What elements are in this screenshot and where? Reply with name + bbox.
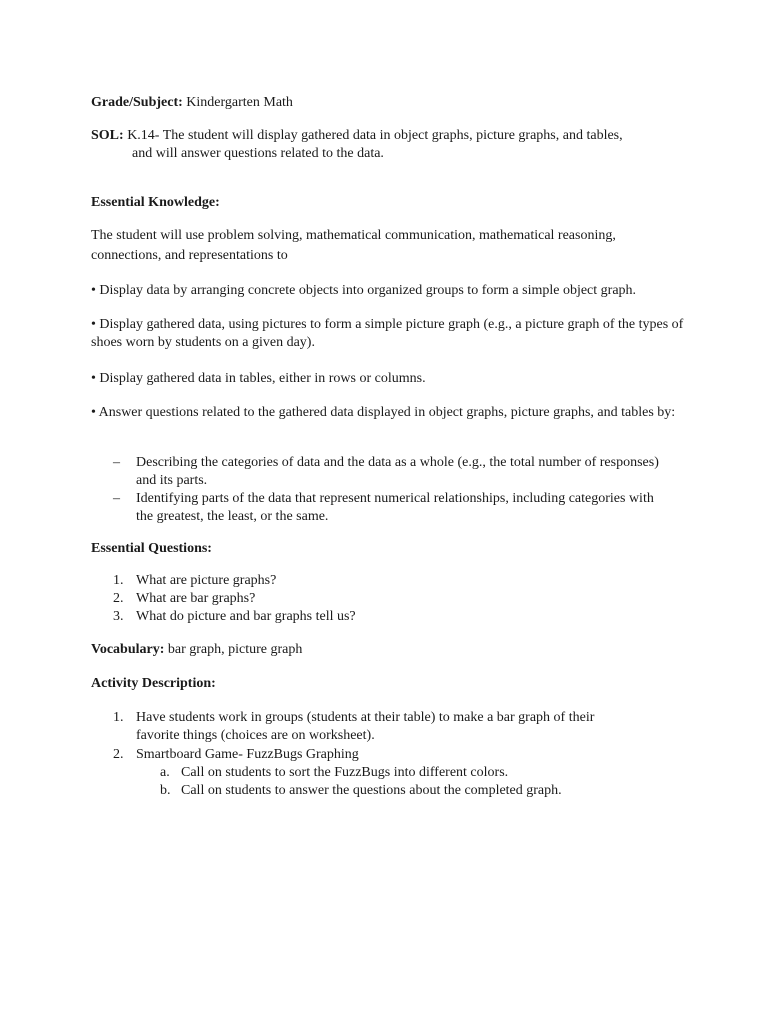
vocabulary-label: Vocabulary:: [91, 642, 165, 657]
sol-label: SOL:: [91, 128, 124, 143]
dash-item: [113, 490, 673, 526]
question-text: What are bar graphs?: [136, 591, 256, 606]
grade-subject-value: Kindergarten Math: [186, 95, 293, 110]
grade-subject-line: [91, 93, 691, 113]
knowledge-bullet: • Display gathered data, using pictures to form a simple picture graph (e.g., a picture graph of the types of shoes worn by students on a given day).: [91, 317, 684, 350]
dash-item: [113, 454, 673, 490]
subitem-letter: b.: [160, 783, 171, 798]
intro-line-1: The student will use problem solving, mathematical communication, mathematical reasoning,: [91, 228, 616, 243]
grade-subject-label: Grade/Subject:: [91, 95, 183, 110]
question-item: [113, 572, 673, 590]
question-text: What are picture graphs?: [136, 573, 277, 588]
essential-knowledge-intro: [91, 226, 691, 266]
question-number: 1.: [113, 573, 124, 588]
activity-subitem: [160, 782, 680, 800]
activity-subitem: [160, 764, 680, 782]
intro-line-2: connections, and representations to: [91, 248, 288, 263]
activity-number: 1.: [113, 710, 124, 725]
question-number: 3.: [113, 609, 124, 624]
knowledge-bullet: • Answer questions related to the gathered data displayed in object graphs, picture graphs, and tables by:: [91, 405, 676, 420]
dash-marker: –: [113, 491, 120, 506]
activity-number: 2.: [113, 747, 124, 762]
vocabulary-line: [91, 640, 691, 660]
sol-line-2: and will answer questions related to the data.: [132, 146, 384, 161]
question-item: [113, 590, 673, 608]
subitem-letter: a.: [160, 765, 170, 780]
question-text: What do picture and bar graphs tell us?: [136, 609, 356, 624]
essential-questions-heading: Essential Questions:: [91, 541, 212, 556]
activity-item: [113, 746, 673, 764]
dash-marker: –: [113, 455, 120, 470]
vocabulary-value: bar graph, picture graph: [167, 642, 303, 657]
activity-heading: Activity Description:: [91, 676, 216, 691]
activity-text: Smartboard Game- FuzzBugs Graphing: [136, 747, 359, 762]
dash-item-text: Identifying parts of the data that represent numerical relationships, including categories with the greatest, the least, or the same.: [136, 491, 654, 524]
sol-block: [91, 127, 691, 163]
knowledge-bullet: • Display gathered data in tables, either in rows or columns.: [91, 371, 426, 386]
activity-text: Have students work in groups (students at their table) to make a bar graph of their favorite things (choices are on worksheet).: [136, 710, 595, 743]
question-number: 2.: [113, 591, 124, 606]
activity-item: [113, 709, 633, 745]
essential-knowledge-heading: Essential Knowledge:: [91, 195, 220, 210]
subitem-text: Call on students to sort the FuzzBugs into different colors.: [181, 765, 509, 780]
knowledge-bullet: • Display data by arranging concrete objects into organized groups to form a simple object graph.: [91, 283, 637, 298]
subitem-text: Call on students to answer the questions about the completed graph.: [181, 783, 562, 798]
dash-item-text: Describing the categories of data and the data as a whole (e.g., the total number of responses) and its parts.: [136, 455, 659, 488]
question-item: [113, 608, 673, 626]
sol-line-1: K.14- The student will display gathered data in object graphs, picture graphs, and tables,: [127, 128, 623, 143]
